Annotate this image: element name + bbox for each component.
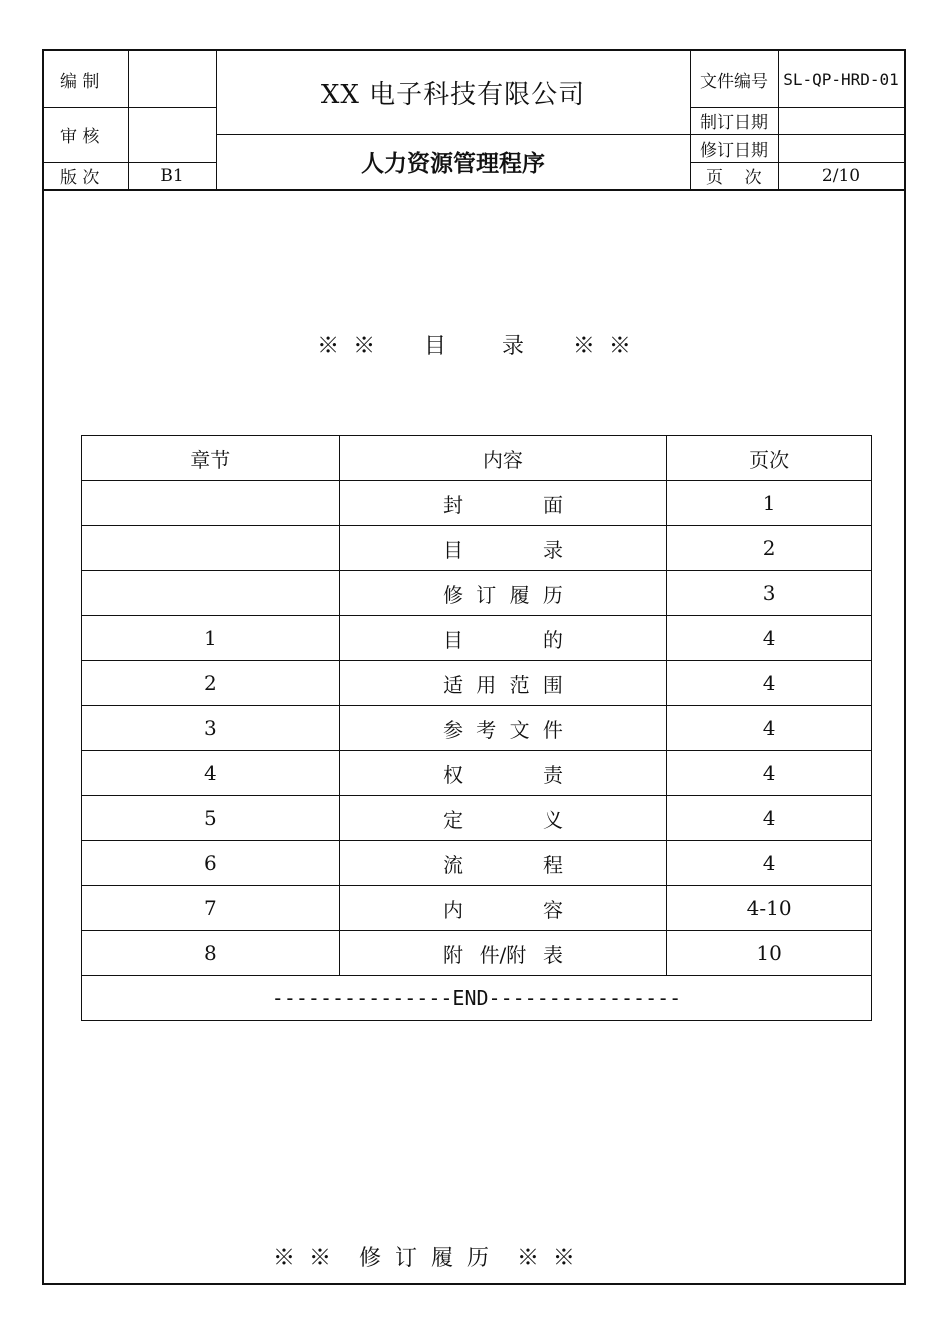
issue-date-label: 制订日期 bbox=[700, 113, 768, 133]
toc-chapter-cell: 7 bbox=[82, 886, 340, 931]
toc-content-cell bbox=[339, 526, 667, 571]
toc-page-cell: 2 bbox=[667, 526, 872, 571]
toc-content-char: 订 bbox=[476, 582, 497, 607]
document-page bbox=[42, 49, 906, 1285]
toc-content-char: 参 bbox=[442, 717, 463, 742]
page-header: 页次 bbox=[667, 436, 872, 481]
toc-content-text bbox=[443, 714, 563, 743]
edition-label: 版 次 bbox=[60, 168, 100, 188]
toc-row bbox=[82, 706, 872, 751]
compile-label: 编 制 bbox=[60, 71, 100, 92]
toc-content-text bbox=[443, 579, 563, 608]
revision-history-title: ※ ※ 修 订 履 历 ※ ※ bbox=[273, 1246, 575, 1271]
toc-row bbox=[82, 481, 872, 526]
toc-chapter-cell bbox=[82, 481, 340, 526]
review-label: 审 核 bbox=[60, 127, 100, 147]
toc-page-cell: 4 bbox=[667, 706, 872, 751]
toc-row bbox=[82, 931, 872, 976]
toc-content-char: 内 bbox=[442, 897, 463, 922]
toc-content-text bbox=[443, 804, 563, 833]
toc-content-char: 义 bbox=[542, 807, 563, 832]
toc-content-char: 责 bbox=[542, 762, 563, 787]
revise-date-label: 修订日期 bbox=[700, 140, 768, 161]
toc-content-char: 适 bbox=[442, 672, 463, 697]
doc-number-label: 文件编号 bbox=[700, 71, 768, 92]
toc-content-text bbox=[443, 849, 563, 878]
toc-content-cell bbox=[339, 616, 667, 661]
toc-content-cell bbox=[339, 706, 667, 751]
toc-content-char: 权 bbox=[442, 762, 463, 787]
toc-row bbox=[82, 616, 872, 661]
toc-chapter-cell: 6 bbox=[82, 841, 340, 886]
edition-value: B1 bbox=[160, 165, 184, 186]
toc-page-cell: 4-10 bbox=[667, 886, 872, 931]
toc-content-char: 履 bbox=[509, 582, 530, 607]
toc-content-text bbox=[443, 759, 563, 788]
toc-content-char: 件/附 bbox=[479, 942, 527, 967]
toc-page-cell: 10 bbox=[667, 931, 872, 976]
toc-chapter-cell: 3 bbox=[82, 706, 340, 751]
toc-content-char: 历 bbox=[542, 582, 563, 607]
toc-content-char: 用 bbox=[476, 672, 497, 697]
toc-content-char: 流 bbox=[442, 852, 463, 877]
toc-content-char: 表 bbox=[542, 942, 563, 967]
toc-chapter-cell: 8 bbox=[82, 931, 340, 976]
toc-content-cell bbox=[339, 841, 667, 886]
document-title: 人力资源管理程序 bbox=[361, 151, 545, 177]
toc-page-cell: 1 bbox=[667, 481, 872, 526]
end-marker: ---------------END---------------- bbox=[82, 976, 872, 1021]
doc-number-value: SL-QP-HRD-01 bbox=[783, 69, 899, 89]
toc-table bbox=[81, 435, 872, 1021]
toc-page-cell: 3 bbox=[667, 571, 872, 616]
toc-header-row bbox=[82, 436, 872, 481]
toc-content-cell bbox=[339, 661, 667, 706]
toc-row bbox=[82, 661, 872, 706]
toc-chapter-cell: 1 bbox=[82, 616, 340, 661]
toc-content-char: 封 bbox=[442, 492, 463, 517]
toc-chapter-cell bbox=[82, 526, 340, 571]
toc-content-char: 范 bbox=[509, 672, 530, 697]
toc-content-char: 附 bbox=[442, 942, 463, 967]
toc-row bbox=[82, 886, 872, 931]
toc-content-char: 定 bbox=[442, 807, 463, 832]
toc-content-char: 目 bbox=[442, 537, 463, 562]
toc-content-char: 目 bbox=[442, 627, 463, 652]
toc-content-cell bbox=[339, 481, 667, 526]
toc-content-cell bbox=[339, 796, 667, 841]
toc-row bbox=[82, 526, 872, 571]
toc-content-cell bbox=[339, 931, 667, 976]
toc-content-char: 文 bbox=[509, 717, 530, 742]
toc-page-cell: 4 bbox=[667, 616, 872, 661]
toc-content-text bbox=[443, 489, 563, 518]
toc-content-char: 面 bbox=[542, 492, 563, 517]
toc-chapter-cell bbox=[82, 571, 340, 616]
toc-title: ※ ※ 目 录 ※ ※ bbox=[317, 334, 631, 359]
toc-content-cell bbox=[339, 886, 667, 931]
toc-content-char: 件 bbox=[542, 717, 563, 742]
toc-content-char: 容 bbox=[542, 897, 563, 922]
page-value: 2/10 bbox=[821, 165, 861, 186]
toc-content-char: 修 bbox=[442, 582, 463, 607]
toc-content-text bbox=[443, 894, 563, 923]
toc-content-text bbox=[443, 534, 563, 563]
toc-page-cell: 4 bbox=[667, 661, 872, 706]
toc-content-cell bbox=[339, 571, 667, 616]
chapter-header: 章节 bbox=[82, 436, 340, 481]
toc-content-char: 的 bbox=[542, 627, 563, 652]
toc-row bbox=[82, 571, 872, 616]
toc-content-text bbox=[443, 669, 563, 698]
company-name: XX 电子科技有限公司 bbox=[320, 80, 586, 110]
toc-page-cell: 4 bbox=[667, 751, 872, 796]
content-header: 内容 bbox=[339, 436, 667, 481]
toc-content-char: 围 bbox=[542, 672, 563, 697]
toc-content-text bbox=[443, 939, 563, 968]
toc-row bbox=[82, 796, 872, 841]
toc-chapter-cell: 4 bbox=[82, 751, 340, 796]
toc-chapter-cell: 5 bbox=[82, 796, 340, 841]
toc-content-cell bbox=[339, 751, 667, 796]
toc-chapter-cell: 2 bbox=[82, 661, 340, 706]
toc-row bbox=[82, 841, 872, 886]
toc-row bbox=[82, 751, 872, 796]
toc-page-cell: 4 bbox=[667, 841, 872, 886]
toc-content-char: 考 bbox=[476, 717, 497, 742]
toc-content-text bbox=[443, 624, 563, 653]
page-label: 页 次 bbox=[706, 168, 762, 188]
document-header bbox=[44, 51, 904, 191]
toc-content-char: 录 bbox=[542, 537, 563, 562]
toc-page-cell: 4 bbox=[667, 796, 872, 841]
toc-content-char: 程 bbox=[542, 852, 563, 877]
toc-end-row bbox=[82, 976, 872, 1021]
